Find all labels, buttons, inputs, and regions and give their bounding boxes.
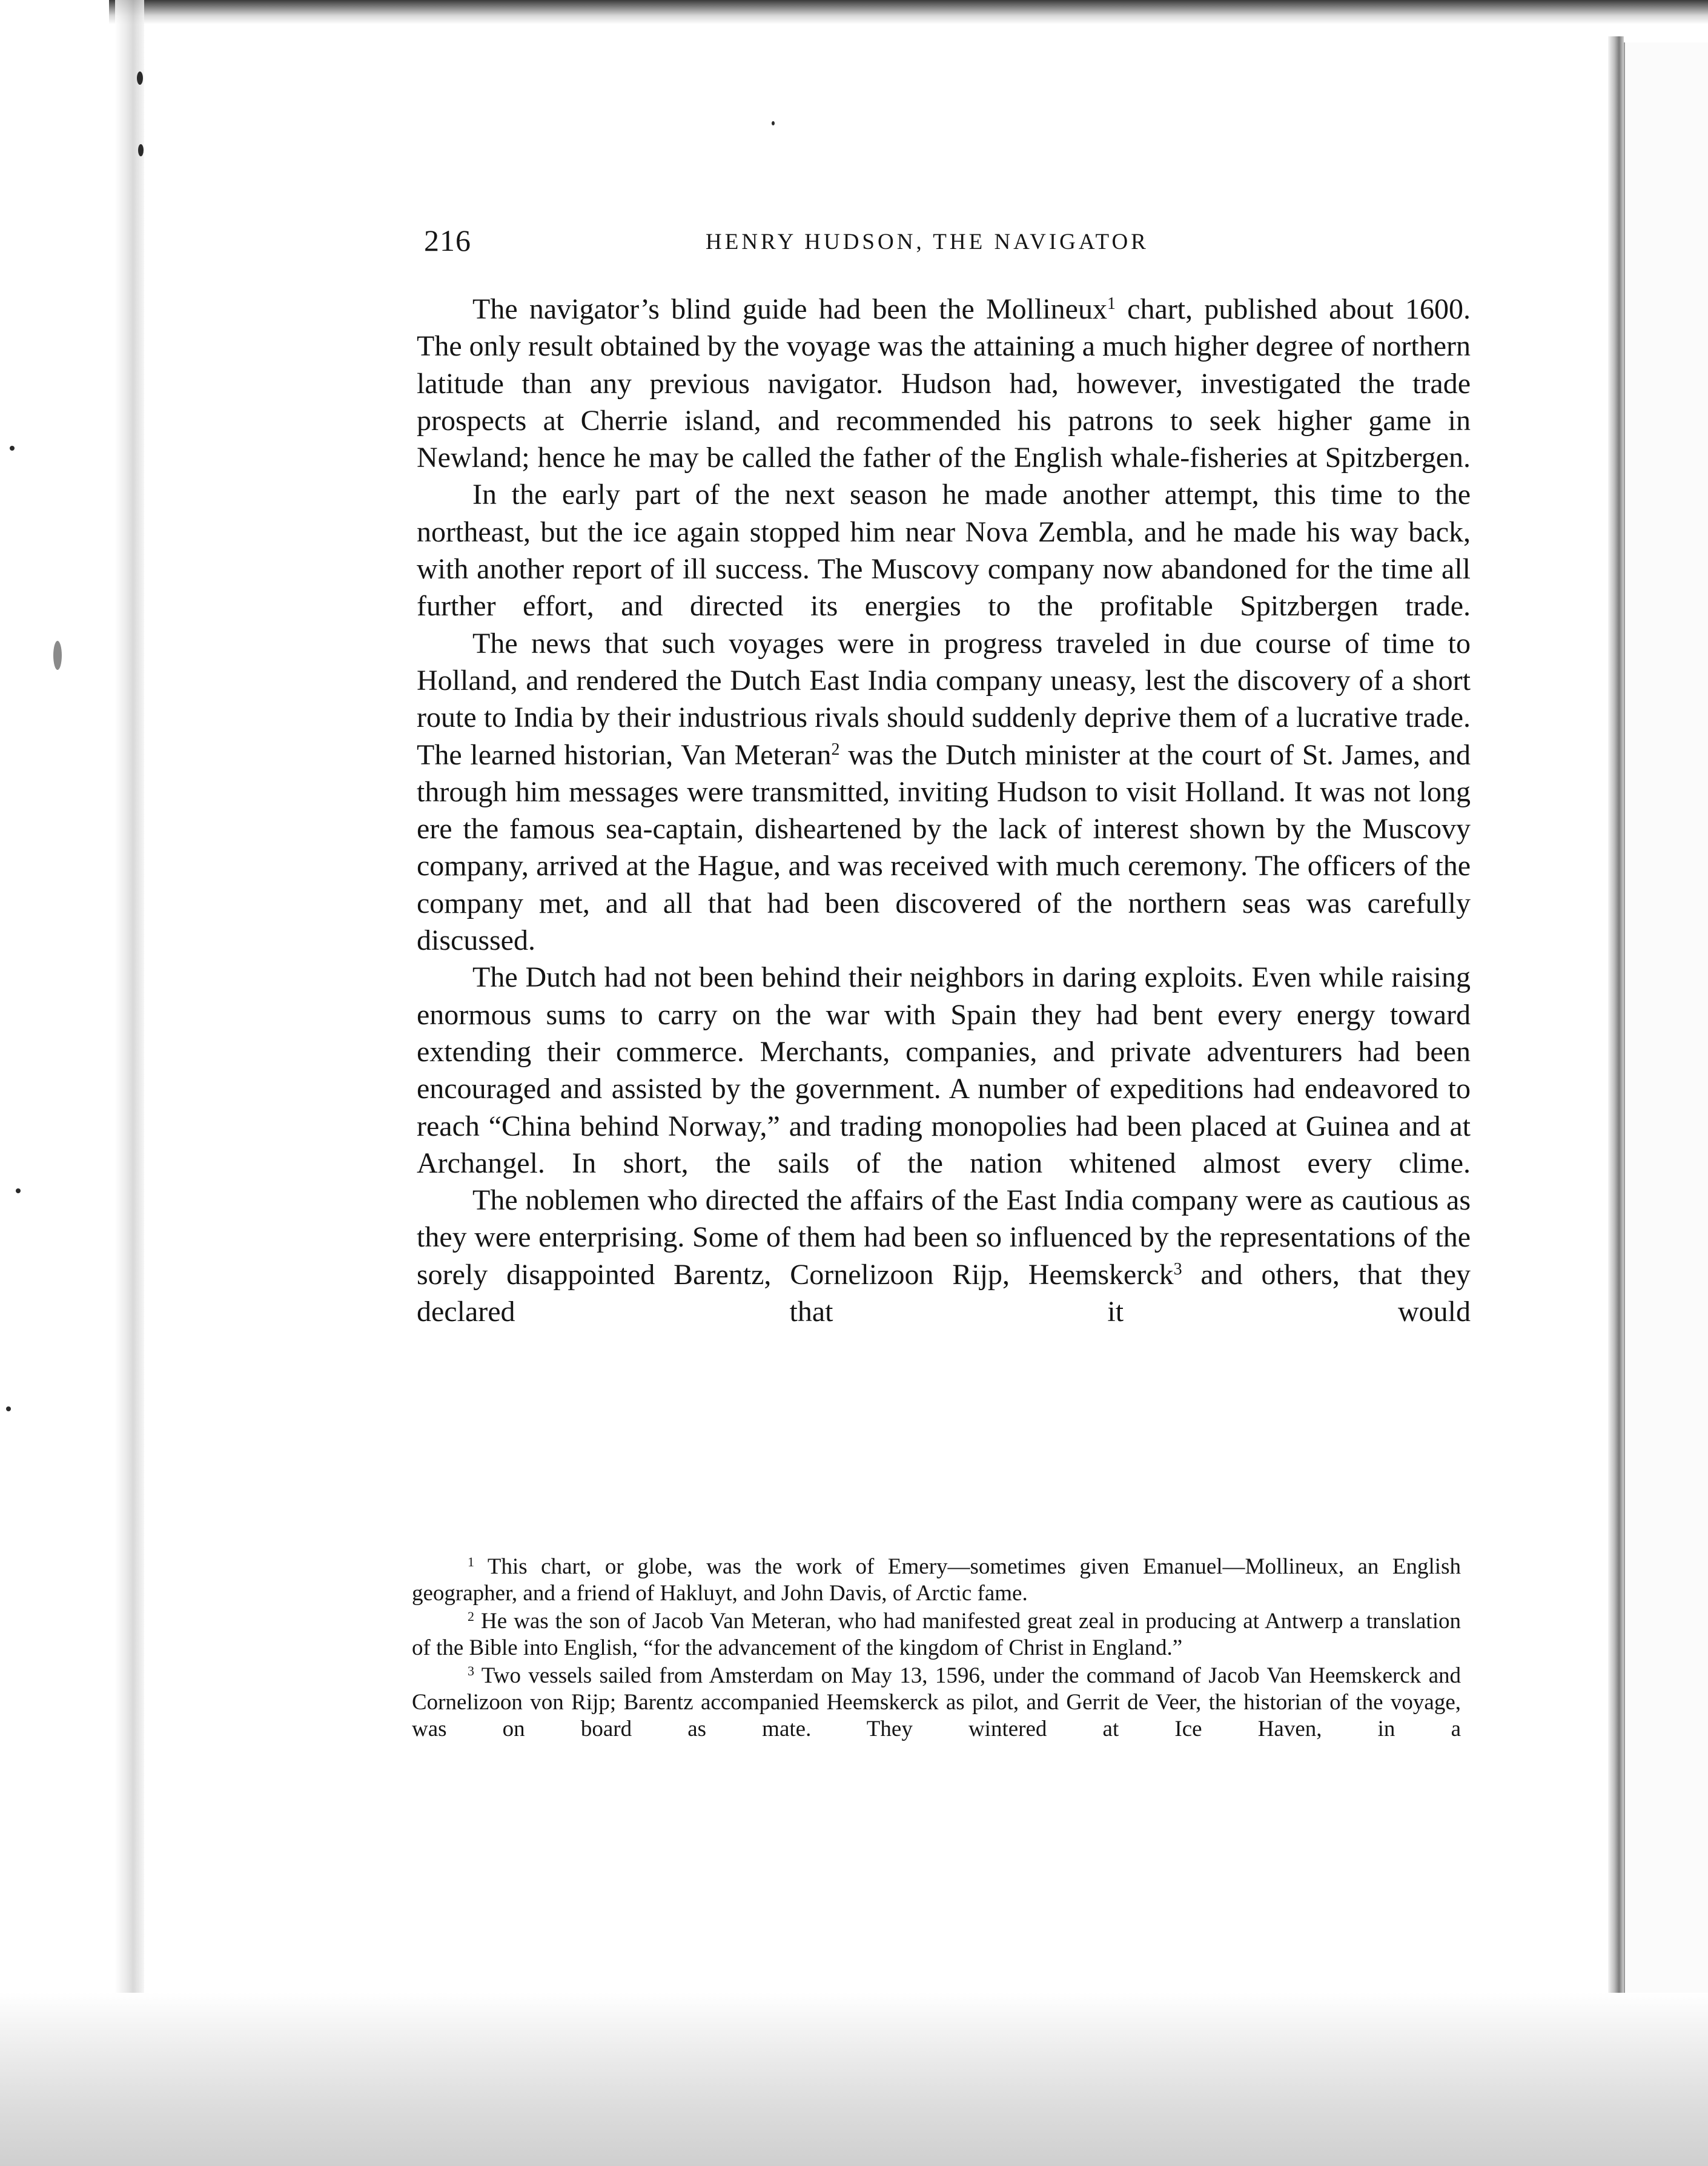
footnote-mark: 3: [468, 1663, 474, 1678]
footnotes: [412, 1554, 1461, 1744]
footnote-text: He was the son of Jacob Van Meteran, who had manifested great zeal in producing at Antwerp a translation of the Bible into English, “for the advancement of the kingdom of Christ in England.”: [412, 1609, 1461, 1660]
facing-page-edge: [1624, 42, 1708, 2162]
running-title: HENRY HUDSON, THE NAVIGATOR: [706, 230, 1149, 254]
footnote-reference: 3: [1173, 1259, 1182, 1279]
paragraph-text: chart, published about 1600. The only result obtained by the voyage was the attaining a much higher degree of northern latitude than any previous navigator. Hudson had, however, investigated the trade prospects at Cherrie island, and recommended his patrons to seek higher game in Newland; hence he may be called the father of the English whale-fisheries at Spitzbergen.: [417, 293, 1471, 474]
footnote-text: This chart, or globe, was the work of Emery—sometimes given Emanuel—Mollineux, an English geographer, and a friend of Hakluyt, and John Davis, of Arctic fame.: [412, 1554, 1461, 1606]
paragraph-text: The news that such voyages were in progress traveled in due course of time to Holland, and rendered the Dutch East India company uneasy, lest the discovery of a short route to India by their industrious rivals should suddenly deprive them of a lucrative trade. The learned historian, Van Meteran: [417, 627, 1471, 771]
paragraph-text: and others, that they declared that it would: [417, 1258, 1471, 1328]
scan-top-edge: [109, 0, 1708, 24]
paragraph-text: was the Dutch minister at the court of St. James, and through him messages were transmitted, inviting Hudson to visit Holland. It was not long ere the famous sea-captain, disheartened by the lack of interest shown by the Muscovy company, arrived at the Hague, and was received with much ceremony. The officers of the company met, and all that had been discovered of the northern seas was carefully discussed.: [417, 738, 1471, 957]
page-number: 216: [424, 224, 471, 257]
footnote-text: Two vessels sailed from Amsterdam on May 13, 1596, under the command of Jacob Van Heemskerck and Cornelizoon von Rijp; Barentz accompanied Heemskerck as pilot, and Gerrit de Veer, the historian of the voyage, was on board as mate. They wintered at Ice Haven, in a: [412, 1663, 1461, 1741]
ink-speck: [772, 121, 775, 125]
paragraph: [417, 476, 1471, 624]
ink-speck: [137, 71, 143, 85]
footnote-reference: 2: [831, 740, 840, 759]
footnote-reference: 1: [1107, 294, 1116, 313]
ink-speck: [16, 1188, 21, 1193]
binding-gutter: [1608, 36, 1624, 2156]
body-text: [417, 291, 1471, 1330]
paragraph: [417, 1182, 1471, 1330]
scan-bottom-edge: [0, 1993, 1708, 2166]
footnote: [412, 1554, 1461, 1607]
paragraph: [417, 625, 1471, 959]
paragraph-text: In the early part of the next season he made another attempt, this time to the northeast, but the ice again stopped him near Nova Zembla, and he made his way back, with another report of ill success. The Muscovy company now abandoned for the time all further effort, and directed its energies to the profitable Spitzbergen trade.: [417, 479, 1471, 623]
paragraph-text: The navigator’s blind guide had been the Mollineux: [472, 293, 1107, 325]
paragraph-text: The Dutch had not been behind their neighbors in daring exploits. Even while raising enormous sums to carry on the war with Spain they had bent every energy toward extending their commerce. Merchants, companies, and private adventurers had been encouraged and assisted by the government. A number of expeditions had endeavored to reach “China behind Norway,” and trading monopolies had been placed at Guinea and at Archangel. In short, the sails of the nation whitened almost every clime.: [417, 961, 1471, 1179]
ink-speck: [53, 641, 62, 670]
footnote-mark: 2: [468, 1609, 474, 1624]
paragraph-text: The noblemen who directed the affairs of the East India company were as cautious as they were enterprising. Some of them had been so influenced by the representations of the sorely disappointed Barentz, Cornelizoon Rijp, Heemskerck: [417, 1184, 1471, 1291]
footnote: [412, 1608, 1461, 1661]
footnote: [412, 1663, 1461, 1743]
paragraph: [417, 291, 1471, 476]
ink-speck: [6, 1406, 11, 1411]
paragraph: [417, 959, 1471, 1182]
ink-speck: [138, 144, 144, 156]
scan-left-edge: [115, 0, 144, 2017]
page-header: [424, 223, 1199, 265]
ink-speck: [10, 446, 15, 451]
footnote-mark: 1: [468, 1554, 474, 1569]
